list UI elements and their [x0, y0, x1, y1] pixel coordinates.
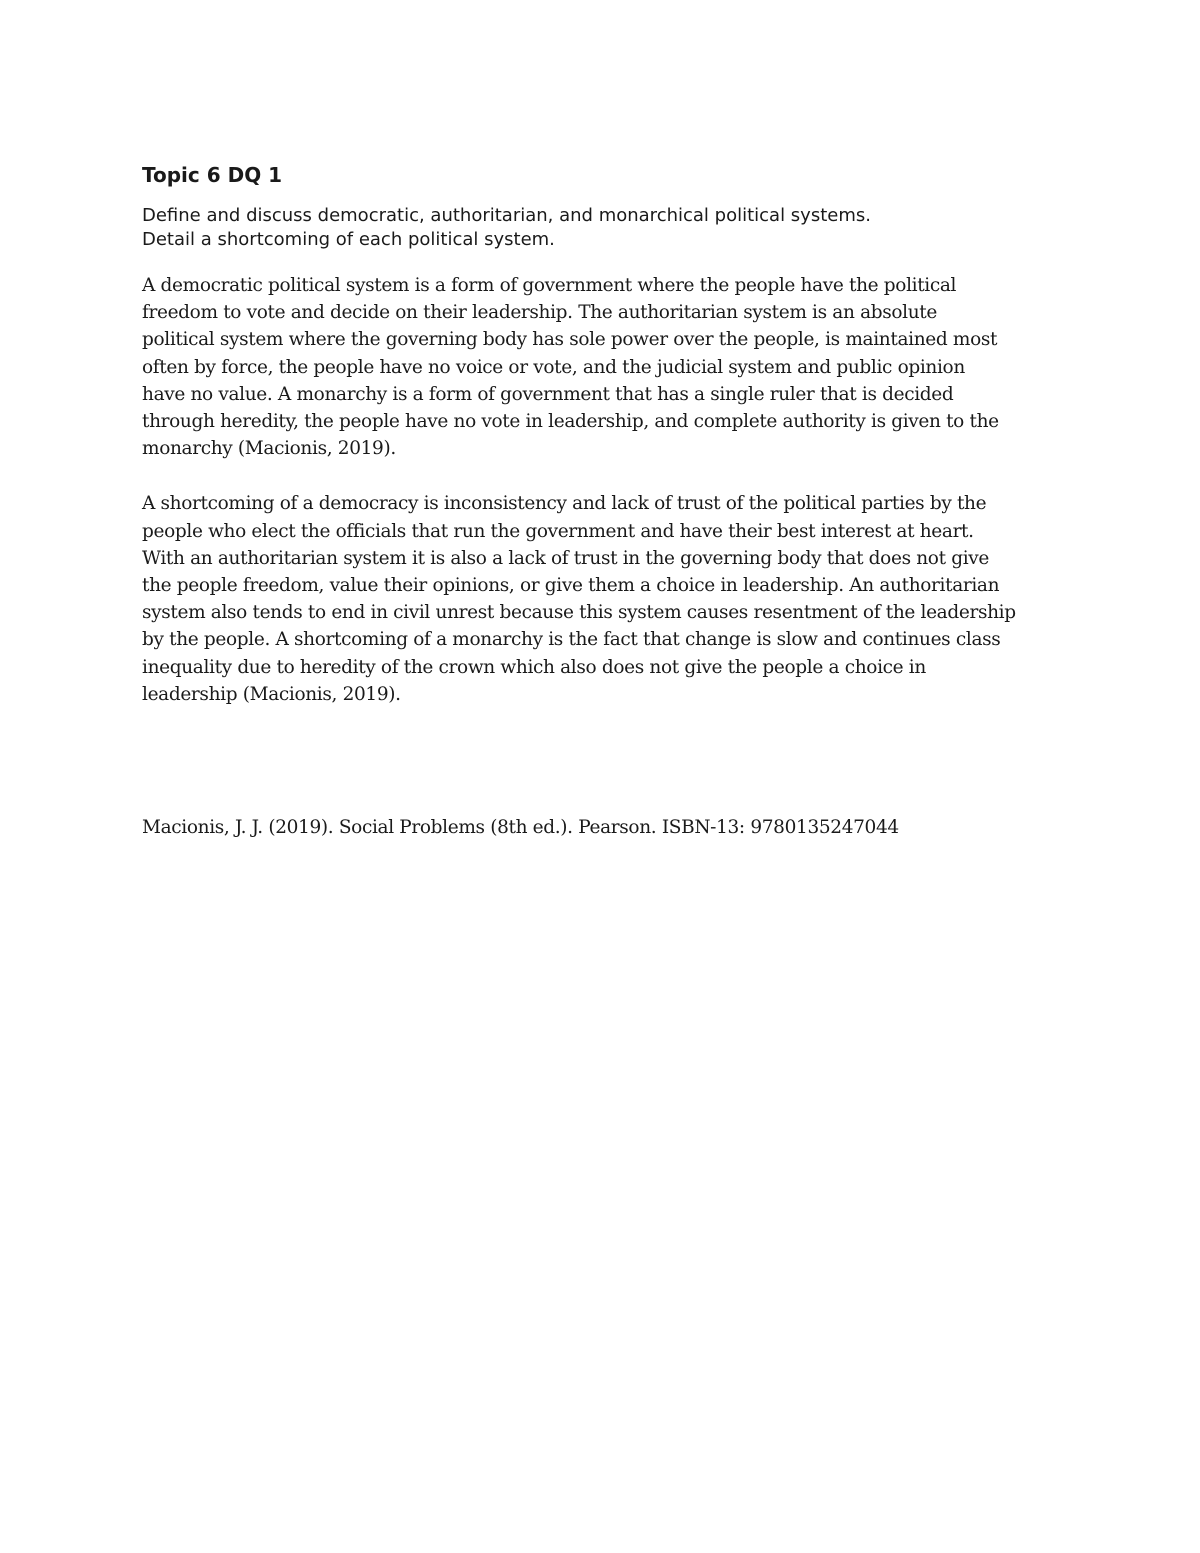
paragraph-line: With an authoritarian system it is also a lack of trust in the governing body that does not give [142, 547, 989, 569]
paragraph-shortcomings [142, 490, 1062, 708]
paragraph-line: have no value. A monarchy is a form of government that has a single ruler that is decided [142, 383, 954, 405]
paragraph-line: through heredity, the people have no vote in leadership, and complete authority is given to the [142, 411, 999, 433]
paragraph-line: often by force, the people have no voice or vote, and the judicial system and public opinion [142, 356, 965, 378]
paragraph-line: system also tends to end in civil unrest because this system causes resentment of the leadership [142, 602, 1016, 624]
paragraph-line: political system where the governing body has sole power over the people, is maintained most [142, 329, 998, 351]
paragraph-line: leadership (Macionis, 2019). [142, 683, 401, 705]
prompt-line: Detail a shortcoming of each political system. [142, 229, 555, 250]
paragraph-line: the people freedom, value their opinions, or give them a choice in leadership. An authoritarian [142, 575, 1000, 597]
document-title: Topic 6 DQ 1 [142, 163, 283, 187]
paragraph-line: freedom to vote and decide on their leadership. The authoritarian system is an absolute [142, 302, 937, 324]
reference-citation: Macionis, J. J. (2019). Social Problems (8th ed.). Pearson. ISBN-13: 9780135247044 [142, 817, 899, 838]
paragraph-line: by the people. A shortcoming of a monarchy is the fact that change is slow and continues class [142, 629, 1001, 651]
paragraph-line: A shortcoming of a democracy is inconsistency and lack of trust of the political parties by the [142, 493, 987, 515]
document-body [142, 160, 1062, 838]
paragraph-line: A democratic political system is a form of government where the people have the political [142, 275, 957, 296]
paragraph-definitions [142, 272, 1062, 462]
paragraph-line: inequality due to heredity of the crown which also does not give the people a choice in [142, 656, 926, 678]
discussion-prompt [142, 204, 1062, 252]
paragraph-line: people who elect the officials that run the government and have their best interest at heart. [142, 520, 974, 542]
paragraph-line: monarchy (Macionis, 2019). [142, 438, 396, 460]
prompt-line: Define and discuss democratic, authoritarian, and monarchical political systems. [142, 205, 871, 226]
